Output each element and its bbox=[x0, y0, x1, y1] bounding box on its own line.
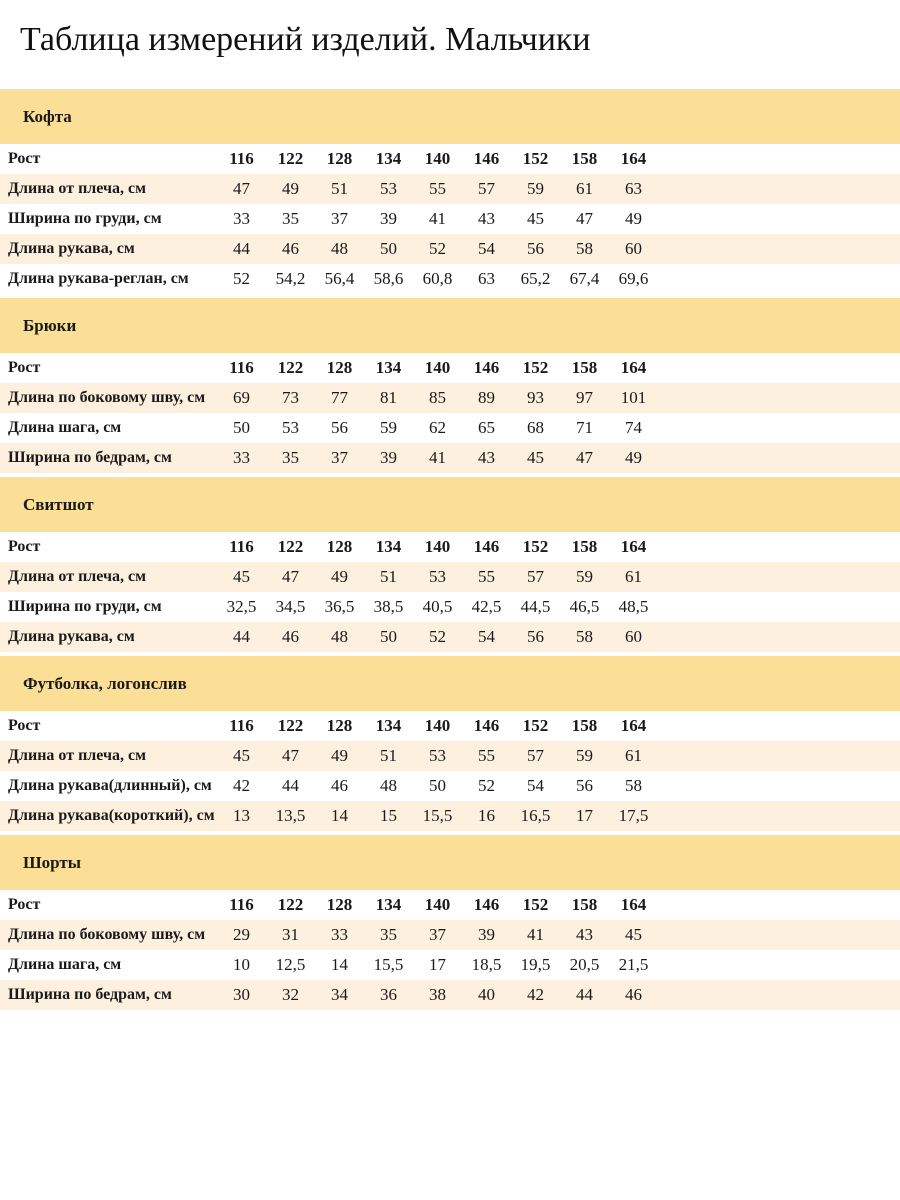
cell-value: 60,8 bbox=[422, 269, 453, 288]
cell-value: 41 bbox=[429, 448, 446, 467]
cell-value: 44 bbox=[282, 776, 299, 795]
table-row bbox=[0, 592, 900, 622]
cell-value: 12,5 bbox=[275, 955, 306, 974]
size-value: 164 bbox=[620, 149, 647, 168]
cell-value: 101 bbox=[620, 388, 647, 407]
cell-value: 46 bbox=[282, 239, 299, 258]
cell-value: 43 bbox=[478, 209, 495, 228]
cell-value: 68 bbox=[527, 418, 544, 437]
table-row bbox=[0, 920, 900, 950]
cell-value: 58 bbox=[576, 627, 593, 646]
cell-value: 49 bbox=[625, 448, 642, 467]
cell-value: 39 bbox=[478, 925, 495, 944]
cell-value: 59 bbox=[527, 179, 544, 198]
cell-value: 49 bbox=[331, 746, 348, 765]
cell-value: 33 bbox=[233, 448, 250, 467]
size-value: 116 bbox=[229, 895, 254, 914]
table-row bbox=[0, 980, 900, 1010]
size-value: 122 bbox=[277, 716, 304, 735]
size-header-row bbox=[0, 711, 900, 741]
size-value: 152 bbox=[522, 537, 549, 556]
cell-value: 46 bbox=[282, 627, 299, 646]
size-header-row bbox=[0, 353, 900, 383]
cell-value: 34,5 bbox=[275, 597, 306, 616]
size-value: 158 bbox=[571, 895, 598, 914]
cell-value: 29 bbox=[233, 925, 250, 944]
cell-value: 47 bbox=[576, 448, 593, 467]
cell-value: 53 bbox=[380, 179, 397, 198]
cell-value: 48 bbox=[380, 776, 397, 795]
size-value: 164 bbox=[620, 716, 647, 735]
section-title: Брюки bbox=[23, 315, 77, 335]
section bbox=[0, 656, 900, 831]
cell-value: 48,5 bbox=[618, 597, 649, 616]
table-row bbox=[0, 741, 900, 771]
cell-value: 54 bbox=[478, 239, 495, 258]
table-row bbox=[0, 234, 900, 264]
cell-value: 42,5 bbox=[471, 597, 502, 616]
row-label: Рост bbox=[8, 717, 41, 734]
size-value: 128 bbox=[326, 895, 353, 914]
cell-value: 45 bbox=[233, 567, 250, 586]
row-label: Рост bbox=[8, 150, 41, 167]
cell-value: 32,5 bbox=[226, 597, 257, 616]
size-value: 134 bbox=[375, 149, 402, 168]
size-header-row bbox=[0, 144, 900, 174]
section-header bbox=[0, 89, 900, 144]
cell-value: 50 bbox=[380, 239, 397, 258]
size-value: 122 bbox=[277, 358, 304, 377]
cell-value: 52 bbox=[233, 269, 250, 288]
table-row bbox=[0, 264, 900, 294]
cell-value: 46,5 bbox=[569, 597, 600, 616]
cell-value: 42 bbox=[233, 776, 250, 795]
cell-value: 51 bbox=[380, 567, 397, 586]
section-header bbox=[0, 298, 900, 353]
cell-value: 65 bbox=[478, 418, 495, 437]
table-row bbox=[0, 622, 900, 652]
cell-value: 16,5 bbox=[520, 806, 551, 825]
cell-value: 51 bbox=[380, 746, 397, 765]
size-value: 146 bbox=[473, 358, 500, 377]
size-value: 152 bbox=[522, 358, 549, 377]
cell-value: 20,5 bbox=[569, 955, 600, 974]
cell-value: 61 bbox=[625, 567, 642, 586]
size-value: 116 bbox=[229, 149, 254, 168]
section-title: Свитшот bbox=[23, 494, 94, 514]
cell-value: 40,5 bbox=[422, 597, 453, 616]
cell-value: 50 bbox=[380, 627, 397, 646]
row-label: Длина шага, см bbox=[8, 956, 122, 973]
cell-value: 35 bbox=[380, 925, 397, 944]
cell-value: 56 bbox=[527, 627, 544, 646]
cell-value: 44 bbox=[233, 627, 250, 646]
cell-value: 15,5 bbox=[422, 806, 453, 825]
cell-value: 47 bbox=[282, 567, 299, 586]
cell-value: 45 bbox=[527, 448, 544, 467]
cell-value: 56 bbox=[527, 239, 544, 258]
cell-value: 58,6 bbox=[373, 269, 404, 288]
size-value: 116 bbox=[229, 716, 254, 735]
size-value: 134 bbox=[375, 895, 402, 914]
cell-value: 19,5 bbox=[520, 955, 551, 974]
cell-value: 15,5 bbox=[373, 955, 404, 974]
table-row bbox=[0, 801, 900, 831]
size-value: 122 bbox=[277, 149, 304, 168]
row-label: Длина рукава, см bbox=[8, 628, 135, 645]
cell-value: 58 bbox=[625, 776, 642, 795]
size-value: 122 bbox=[277, 537, 304, 556]
row-label: Длина шага, см bbox=[8, 419, 122, 436]
row-label: Ширина по груди, см bbox=[8, 598, 162, 615]
table-row bbox=[0, 413, 900, 443]
cell-value: 69 bbox=[233, 388, 250, 407]
row-label: Рост bbox=[8, 359, 41, 376]
size-value: 140 bbox=[424, 537, 451, 556]
size-value: 146 bbox=[473, 537, 500, 556]
cell-value: 59 bbox=[576, 567, 593, 586]
cell-value: 16 bbox=[478, 806, 495, 825]
cell-value: 50 bbox=[233, 418, 250, 437]
cell-value: 37 bbox=[331, 209, 348, 228]
size-value: 140 bbox=[424, 895, 451, 914]
size-value: 146 bbox=[473, 895, 500, 914]
cell-value: 35 bbox=[282, 448, 299, 467]
row-label: Длина по боковому шву, см bbox=[8, 389, 206, 406]
section bbox=[0, 89, 900, 294]
cell-value: 54 bbox=[527, 776, 544, 795]
cell-value: 40 bbox=[478, 985, 495, 1004]
cell-value: 46 bbox=[625, 985, 642, 1004]
cell-value: 59 bbox=[380, 418, 397, 437]
row-label: Длина по боковому шву, см bbox=[8, 926, 206, 943]
cell-value: 62 bbox=[429, 418, 446, 437]
table-row bbox=[0, 443, 900, 473]
size-value: 164 bbox=[620, 895, 647, 914]
cell-value: 60 bbox=[625, 239, 642, 258]
section-title: Кофта bbox=[23, 106, 72, 126]
cell-value: 56,4 bbox=[324, 269, 355, 288]
row-label: Длина рукава(длинный), см bbox=[8, 777, 212, 794]
cell-value: 44,5 bbox=[520, 597, 551, 616]
row-label: Длина рукава, см bbox=[8, 240, 135, 257]
row-label: Ширина по бедрам, см bbox=[8, 449, 172, 466]
cell-value: 14 bbox=[331, 955, 348, 974]
cell-value: 35 bbox=[282, 209, 299, 228]
row-label: Ширина по груди, см bbox=[8, 210, 162, 227]
size-value: 152 bbox=[522, 149, 549, 168]
cell-value: 55 bbox=[478, 567, 495, 586]
cell-value: 31 bbox=[282, 925, 299, 944]
cell-value: 36 bbox=[380, 985, 397, 1004]
table-row bbox=[0, 383, 900, 413]
cell-value: 58 bbox=[576, 239, 593, 258]
cell-value: 41 bbox=[527, 925, 544, 944]
cell-value: 52 bbox=[429, 627, 446, 646]
size-header-row bbox=[0, 532, 900, 562]
cell-value: 49 bbox=[331, 567, 348, 586]
cell-value: 63 bbox=[625, 179, 642, 198]
size-value: 146 bbox=[473, 716, 500, 735]
row-label: Длина от плеча, см bbox=[8, 180, 146, 197]
cell-value: 21,5 bbox=[618, 955, 649, 974]
cell-value: 39 bbox=[380, 209, 397, 228]
cell-value: 30 bbox=[233, 985, 250, 1004]
cell-value: 55 bbox=[429, 179, 446, 198]
cell-value: 37 bbox=[331, 448, 348, 467]
cell-value: 32 bbox=[282, 985, 299, 1004]
cell-value: 52 bbox=[429, 239, 446, 258]
cell-value: 50 bbox=[429, 776, 446, 795]
cell-value: 65,2 bbox=[520, 269, 551, 288]
cell-value: 17 bbox=[576, 806, 593, 825]
cell-value: 49 bbox=[625, 209, 642, 228]
cell-value: 74 bbox=[625, 418, 642, 437]
size-value: 146 bbox=[473, 149, 500, 168]
cell-value: 53 bbox=[429, 567, 446, 586]
measurement-sections bbox=[0, 89, 900, 1010]
table-row bbox=[0, 950, 900, 980]
cell-value: 48 bbox=[331, 239, 348, 258]
cell-value: 49 bbox=[282, 179, 299, 198]
cell-value: 15 bbox=[380, 806, 397, 825]
cell-value: 77 bbox=[331, 388, 348, 407]
cell-value: 69,6 bbox=[618, 269, 649, 288]
size-value: 134 bbox=[375, 358, 402, 377]
cell-value: 36,5 bbox=[324, 597, 355, 616]
size-value: 134 bbox=[375, 537, 402, 556]
row-label: Длина рукава(короткий), см bbox=[8, 807, 215, 824]
section bbox=[0, 298, 900, 473]
cell-value: 14 bbox=[331, 806, 348, 825]
section-header bbox=[0, 656, 900, 711]
size-value: 158 bbox=[571, 149, 598, 168]
cell-value: 37 bbox=[429, 925, 446, 944]
section bbox=[0, 477, 900, 652]
cell-value: 52 bbox=[478, 776, 495, 795]
cell-value: 93 bbox=[527, 388, 544, 407]
size-value: 122 bbox=[277, 895, 304, 914]
cell-value: 57 bbox=[527, 567, 544, 586]
size-value: 128 bbox=[326, 358, 353, 377]
cell-value: 53 bbox=[282, 418, 299, 437]
size-value: 140 bbox=[424, 716, 451, 735]
size-value: 128 bbox=[326, 149, 353, 168]
cell-value: 38 bbox=[429, 985, 446, 1004]
cell-value: 43 bbox=[576, 925, 593, 944]
size-value: 116 bbox=[229, 358, 254, 377]
cell-value: 13,5 bbox=[275, 806, 306, 825]
size-value: 152 bbox=[522, 716, 549, 735]
cell-value: 42 bbox=[527, 985, 544, 1004]
size-value: 140 bbox=[424, 358, 451, 377]
table-row bbox=[0, 204, 900, 234]
cell-value: 54 bbox=[478, 627, 495, 646]
cell-value: 45 bbox=[625, 925, 642, 944]
section-title: Футболка, логонслив bbox=[23, 673, 187, 693]
cell-value: 46 bbox=[331, 776, 348, 795]
cell-value: 45 bbox=[527, 209, 544, 228]
cell-value: 53 bbox=[429, 746, 446, 765]
cell-value: 39 bbox=[380, 448, 397, 467]
cell-value: 17 bbox=[429, 955, 446, 974]
table-row bbox=[0, 562, 900, 592]
size-value: 128 bbox=[326, 537, 353, 556]
cell-value: 45 bbox=[233, 746, 250, 765]
row-label: Ширина по бедрам, см bbox=[8, 986, 172, 1003]
size-value: 152 bbox=[522, 895, 549, 914]
cell-value: 44 bbox=[233, 239, 250, 258]
cell-value: 47 bbox=[576, 209, 593, 228]
cell-value: 51 bbox=[331, 179, 348, 198]
row-label: Рост bbox=[8, 538, 41, 555]
size-value: 116 bbox=[229, 537, 254, 556]
cell-value: 60 bbox=[625, 627, 642, 646]
cell-value: 18,5 bbox=[471, 955, 502, 974]
size-value: 164 bbox=[620, 358, 647, 377]
row-label: Рост bbox=[8, 896, 41, 913]
cell-value: 67,4 bbox=[569, 269, 600, 288]
cell-value: 55 bbox=[478, 746, 495, 765]
cell-value: 56 bbox=[331, 418, 348, 437]
cell-value: 89 bbox=[478, 388, 495, 407]
section bbox=[0, 835, 900, 1010]
cell-value: 48 bbox=[331, 627, 348, 646]
cell-value: 47 bbox=[233, 179, 250, 198]
size-value: 158 bbox=[571, 358, 598, 377]
size-value: 158 bbox=[571, 716, 598, 735]
cell-value: 47 bbox=[282, 746, 299, 765]
title-area bbox=[0, 0, 900, 89]
cell-value: 61 bbox=[625, 746, 642, 765]
cell-value: 57 bbox=[478, 179, 495, 198]
cell-value: 81 bbox=[380, 388, 397, 407]
cell-value: 63 bbox=[478, 269, 495, 288]
size-value: 158 bbox=[571, 537, 598, 556]
section-header bbox=[0, 835, 900, 890]
cell-value: 56 bbox=[576, 776, 593, 795]
row-label: Длина рукава-реглан, см bbox=[8, 270, 189, 287]
size-value: 134 bbox=[375, 716, 402, 735]
size-value: 164 bbox=[620, 537, 647, 556]
cell-value: 43 bbox=[478, 448, 495, 467]
cell-value: 57 bbox=[527, 746, 544, 765]
cell-value: 73 bbox=[282, 388, 299, 407]
cell-value: 97 bbox=[576, 388, 593, 407]
cell-value: 33 bbox=[331, 925, 348, 944]
section-title: Шорты bbox=[23, 852, 82, 872]
table-row bbox=[0, 771, 900, 801]
cell-value: 59 bbox=[576, 746, 593, 765]
cell-value: 41 bbox=[429, 209, 446, 228]
cell-value: 85 bbox=[429, 388, 446, 407]
cell-value: 71 bbox=[576, 418, 593, 437]
cell-value: 17,5 bbox=[618, 806, 649, 825]
size-header-row bbox=[0, 890, 900, 920]
row-label: Длина от плеча, см bbox=[8, 747, 146, 764]
row-label: Длина от плеча, см bbox=[8, 568, 146, 585]
cell-value: 33 bbox=[233, 209, 250, 228]
cell-value: 61 bbox=[576, 179, 593, 198]
cell-value: 13 bbox=[233, 806, 250, 825]
cell-value: 38,5 bbox=[373, 597, 404, 616]
table-row bbox=[0, 174, 900, 204]
size-value: 140 bbox=[424, 149, 451, 168]
cell-value: 34 bbox=[331, 985, 348, 1004]
cell-value: 44 bbox=[576, 985, 593, 1004]
size-value: 128 bbox=[326, 716, 353, 735]
cell-value: 54,2 bbox=[275, 269, 306, 288]
cell-value: 10 bbox=[233, 955, 250, 974]
page-title: Таблица измерений изделий. Мальчики bbox=[20, 21, 591, 58]
section-header bbox=[0, 477, 900, 532]
